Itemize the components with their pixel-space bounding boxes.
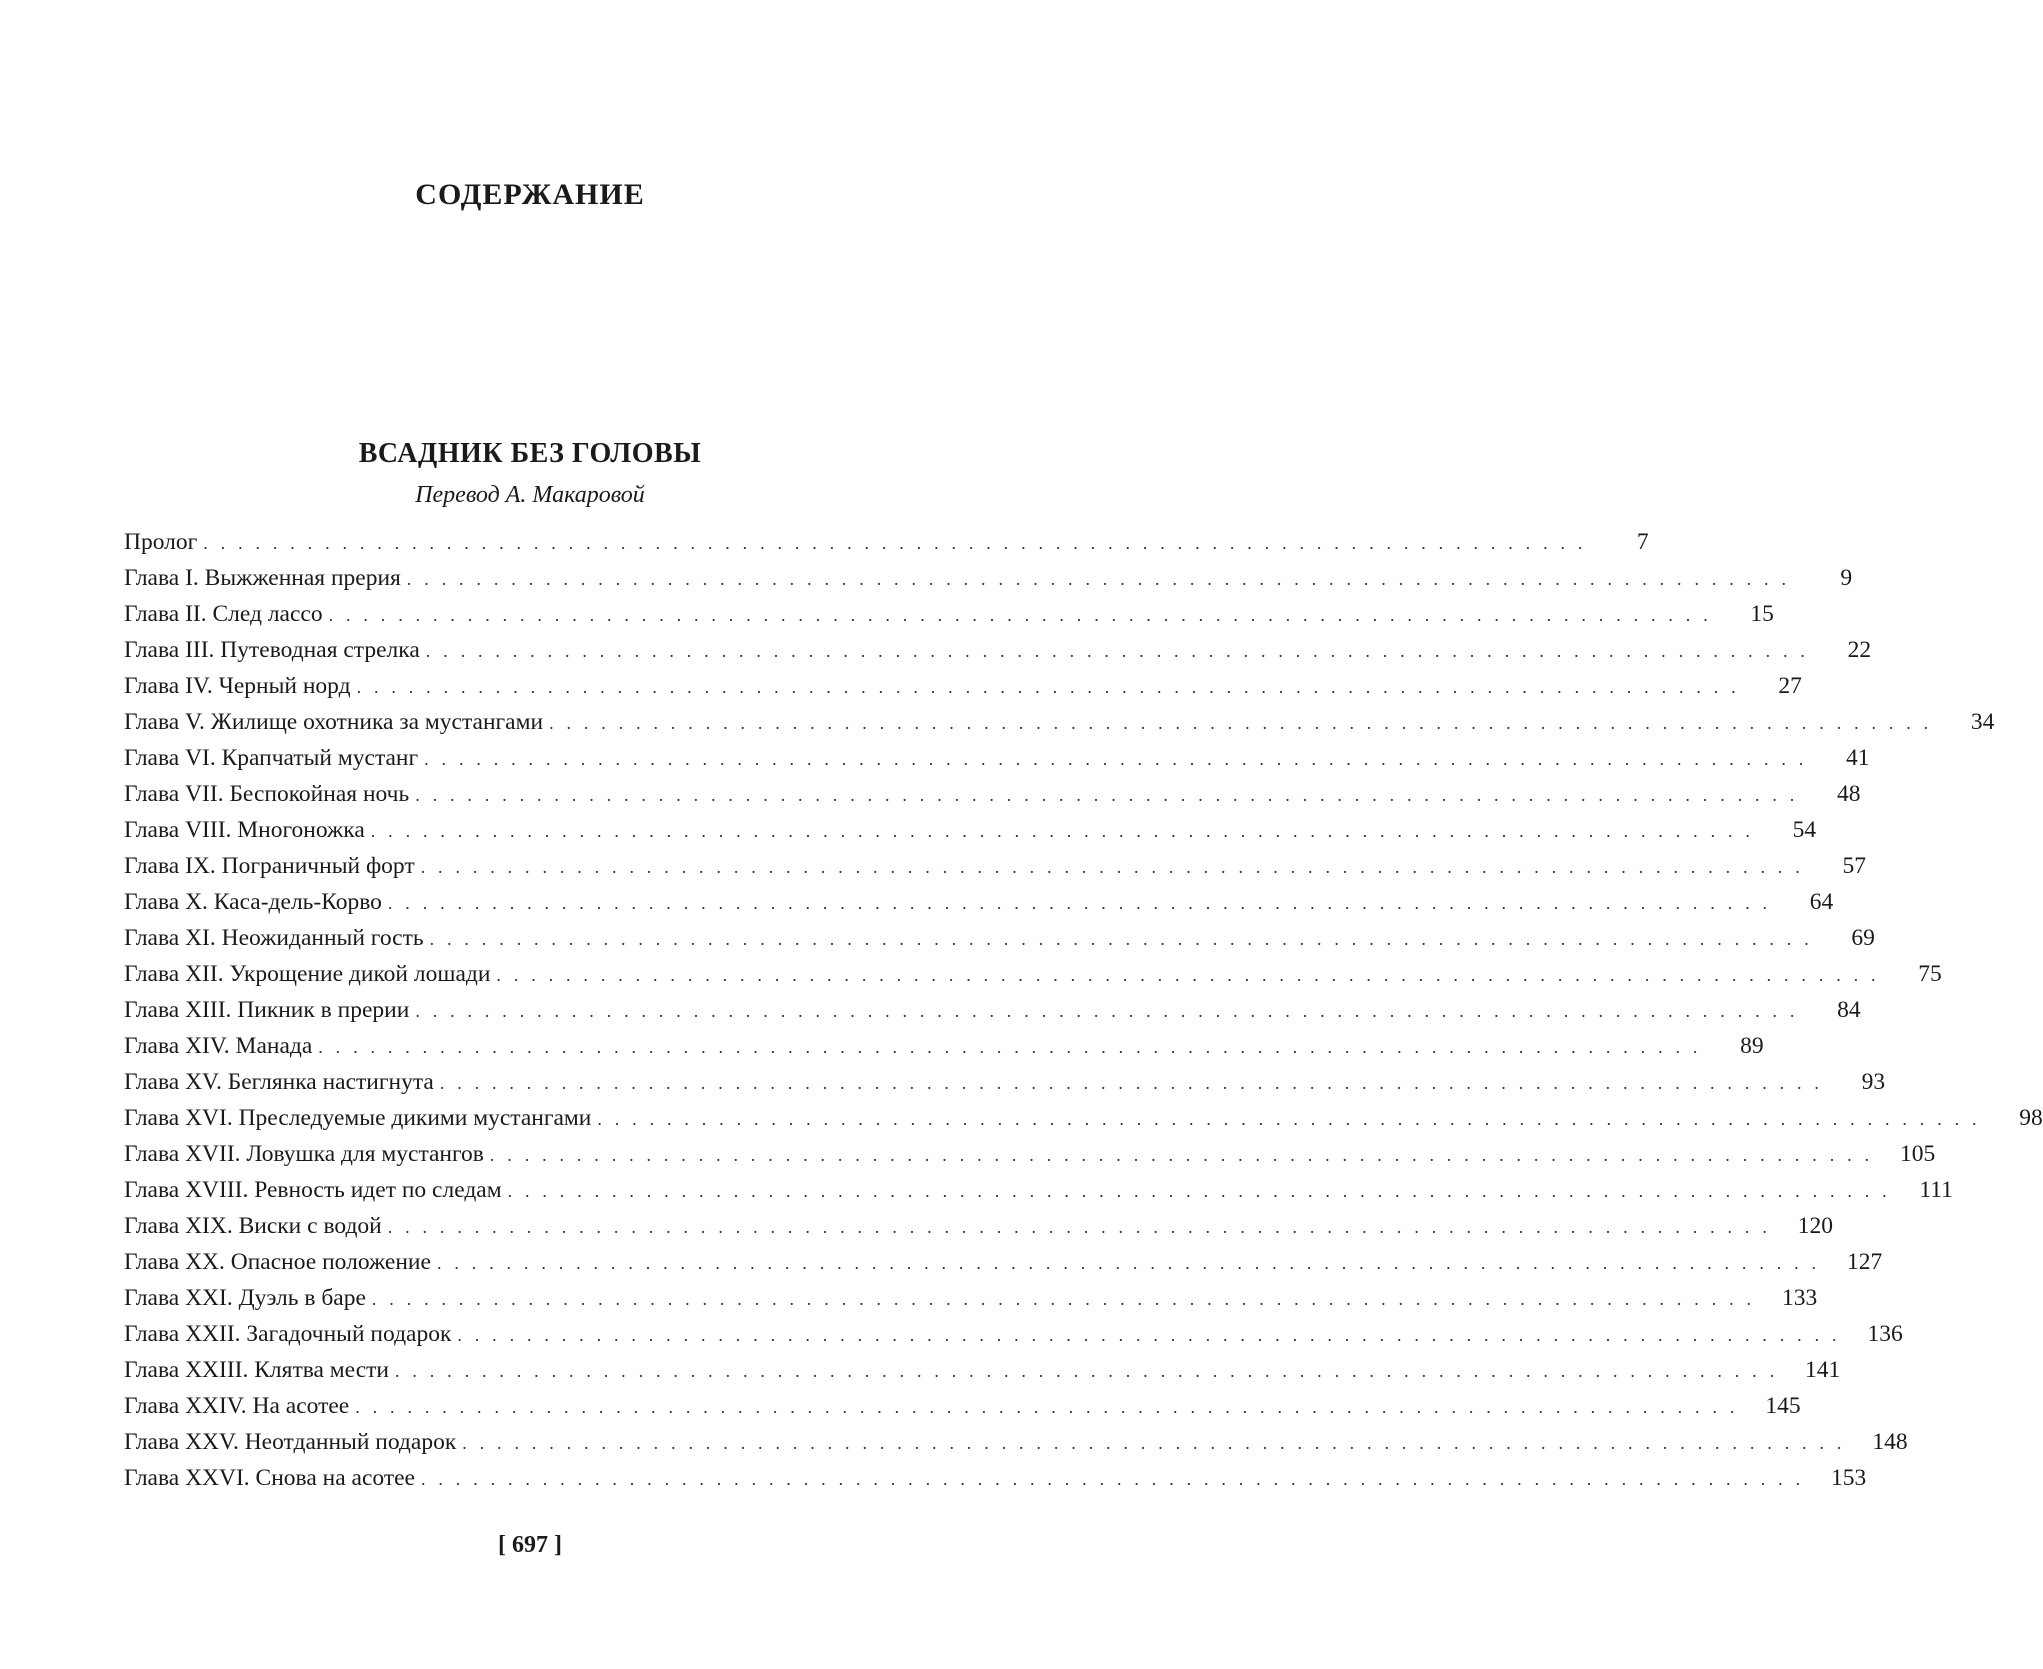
toc-entry [124, 668, 1802, 704]
toc-entry-page: 57 [1842, 853, 1866, 879]
toc-entry-title: Глава XV. Беглянка настигнута [124, 1069, 434, 1095]
toc-entry-title: Глава IX. Пограничный форт [124, 853, 415, 879]
toc-entry-title: Глава XVI. Преследуемые дикими мустангами [124, 1105, 592, 1131]
toc-entry-title: Глава XXV. Неотданный подарок [124, 1429, 457, 1455]
toc-entry-page: 15 [1750, 601, 1774, 627]
toc-entry-title: Глава XII. Укрощение дикой лошади [124, 961, 491, 987]
toc-entry-title: Глава II. След лассо [124, 601, 323, 627]
toc-entry-title: Глава XVIII. Ревность идет по следам [124, 1177, 502, 1203]
dot-leader: . . . . . . . . . . . . . . . . . . . . . . . . . . . . . . . . . . . . . . . . . . . . . . . . . . . . . . . . . . . . . . . . . . . . . . . . . . . . . . . . [462, 1433, 1846, 1453]
toc-entry [124, 704, 1995, 740]
toc-entry [124, 1280, 1818, 1316]
translator-credit: Перевод А. Макаровой [415, 482, 645, 508]
toc-entry-page: 127 [1847, 1249, 1883, 1275]
toc-entry [124, 596, 1774, 632]
dot-leader: . . . . . . . . . . . . . . . . . . . . . . . . . . . . . . . . . . . . . . . . . . . . . . . . . . . . . . . . . . . . . . . . . . . . . . . . . . . . . . . . [425, 641, 1810, 661]
dot-leader: . . . . . . . . . . . . . . . . . . . . . . . . . . . . . . . . . . . . . . . . . . . . . . . . . . . . . . . . . . . . . . . . . . . . . . . . . . . . . . . . [415, 1001, 1799, 1021]
toc-entry [124, 560, 1853, 596]
toc-entry-title: Глава IV. Черный норд [124, 673, 351, 699]
dot-leader: . . . . . . . . . . . . . . . . . . . . . . . . . . . . . . . . . . . . . . . . . . . . . . . . . . . . . . . . . . . . . . . . . . . . . . . . . . . . . . . . [436, 1253, 1821, 1273]
toc-entry [124, 920, 1875, 956]
toc-entry [124, 1172, 1953, 1208]
dot-leader: . . . . . . . . . . . . . . . . . . . . . . . . . . . . . . . . . . . . . . . . . . . . . . . . . . . . . . . . . . . . . . . . . . . . . . . . . . . . . . . . [424, 749, 1808, 769]
toc-entry-page: 75 [1918, 961, 1942, 987]
toc-entry-page: 145 [1765, 1393, 1801, 1419]
toc-entry-page: 133 [1781, 1285, 1818, 1311]
dot-leader: . . . . . . . . . . . . . . . . . . . . . . . . . . . . . . . . . . . . . . . . . . . . . . . . . . . . . . . . . . . . . . . . . . . . . . . . . . . . . . . . [371, 1289, 1756, 1309]
contents-heading: СОДЕРЖАНИЕ [415, 178, 645, 211]
toc-entry [124, 848, 1866, 884]
dot-leader: . . . . . . . . . . . . . . . . . . . . . . . . . . . . . . . . . . . . . . . . . . . . . . . . . . . . . . . . . . . . . . . . . . . . . . . . . . . . . . . . [203, 533, 1587, 553]
toc-entry [124, 1352, 1841, 1388]
page-number: [ 697 ] [498, 1532, 562, 1558]
toc-entry [124, 1136, 1936, 1172]
dot-leader: . . . . . . . . . . . . . . . . . . . . . . . . . . . . . . . . . . . . . . . . . . . . . . . . . . . . . . . . . . . . . . . . . . . . . . . . . . . . . . . . [318, 1037, 1702, 1057]
dot-leader: . . . . . . . . . . . . . . . . . . . . . . . . . . . . . . . . . . . . . . . . . . . . . . . . . . . . . . . . . . . . . . . . . . . . . . . . . . . . . . . . [507, 1181, 1891, 1201]
dot-leader: . . . . . . . . . . . . . . . . . . . . . . . . . . . . . . . . . . . . . . . . . . . . . . . . . . . . . . . . . . . . . . . . . . . . . . . . . . . . . . . . [387, 893, 1772, 913]
dot-leader: . . . . . . . . . . . . . . . . . . . . . . . . . . . . . . . . . . . . . . . . . . . . . . . . . . . . . . . . . . . . . . . . . . . . . . . . . . . . . . . . [328, 605, 1712, 625]
toc-entry [124, 1424, 1908, 1460]
work-title: ВСАДНИК БЕЗ ГОЛОВЫ [358, 438, 702, 469]
toc-entry-page: 27 [1778, 673, 1802, 699]
toc-entry-title: Глава I. Выжженная прерия [124, 565, 401, 591]
toc-entry-title: Глава XIV. Манада [124, 1033, 313, 1059]
toc-entry [124, 812, 1817, 848]
toc-entry [124, 1064, 1886, 1100]
toc-entry-title: Глава VII. Беспокойная ночь [124, 781, 410, 807]
toc-entry-page: 84 [1837, 997, 1861, 1023]
toc-entry-page: 120 [1797, 1213, 1834, 1239]
toc-entry [124, 1100, 2043, 1136]
toc-entry-title: Глава XIII. Пикник в прерии [124, 997, 410, 1023]
dot-leader: . . . . . . . . . . . . . . . . . . . . . . . . . . . . . . . . . . . . . . . . . . . . . . . . . . . . . . . . . . . . . . . . . . . . . . . . . . . . . . . . [415, 785, 1799, 805]
toc-entry-page: 89 [1740, 1033, 1764, 1059]
dot-leader: . . . . . . . . . . . . . . . . . . . . . . . . . . . . . . . . . . . . . . . . . . . . . . . . . . . . . . . . . . . . . . . . . . . . . . . . . . . . . . . . [420, 1469, 1805, 1489]
dot-leader: . . . . . . . . . . . . . . . . . . . . . . . . . . . . . . . . . . . . . . . . . . . . . . . . . . . . . . . . . . . . . . . . . . . . . . . . . . . . . . . . [406, 569, 1791, 589]
toc-entry [124, 1388, 1801, 1424]
dot-leader: . . . . . . . . . . . . . . . . . . . . . . . . . . . . . . . . . . . . . . . . . . . . . . . . . . . . . . . . . . . . . . . . . . . . . . . . . . . . . . . . [439, 1073, 1824, 1093]
toc-entry-page: 48 [1837, 781, 1861, 807]
dot-leader: . . . . . . . . . . . . . . . . . . . . . . . . . . . . . . . . . . . . . . . . . . . . . . . . . . . . . . . . . . . . . . . . . . . . . . . . . . . . . . . . [429, 929, 1813, 949]
toc-entry-page: 34 [1970, 709, 1995, 735]
toc-entry-title: Глава XIX. Виски с водой [124, 1213, 382, 1239]
toc-entry [124, 1028, 1764, 1064]
toc-entry [124, 884, 1834, 920]
dot-leader: . . . . . . . . . . . . . . . . . . . . . . . . . . . . . . . . . . . . . . . . . . . . . . . . . . . . . . . . . . . . . . . . . . . . . . . . . . . . . . . . [489, 1145, 1874, 1165]
toc-entry-title: Глава XXII. Загадочный подарок [124, 1321, 452, 1347]
toc-entry-title: Глава VI. Крапчатый мустанг [124, 745, 419, 771]
toc-entry [124, 1460, 1867, 1496]
toc-entry-page: 7 [1636, 529, 1649, 555]
toc-entry [124, 632, 1872, 668]
toc-entry-title: Глава XVII. Ловушка для мустангов [124, 1141, 484, 1167]
toc-entry-title: Глава XXIII. Клятва мести [124, 1357, 389, 1383]
toc-entry [124, 776, 1861, 812]
toc-entry-title: Глава X. Каса-дель-Корво [124, 889, 382, 915]
dot-leader: . . . . . . . . . . . . . . . . . . . . . . . . . . . . . . . . . . . . . . . . . . . . . . . . . . . . . . . . . . . . . . . . . . . . . . . . . . . . . . . . [496, 965, 1880, 985]
toc-entry-title: Глава III. Путеводная стрелка [124, 637, 420, 663]
dot-leader: . . . . . . . . . . . . . . . . . . . . . . . . . . . . . . . . . . . . . . . . . . . . . . . . . . . . . . . . . . . . . . . . . . . . . . . . . . . . . . . . [597, 1109, 1981, 1129]
dot-leader: . . . . . . . . . . . . . . . . . . . . . . . . . . . . . . . . . . . . . . . . . . . . . . . . . . . . . . . . . . . . . . . . . . . . . . . . . . . . . . . . [457, 1325, 1841, 1345]
toc-entry-title: Глава VIII. Многоножка [124, 817, 365, 843]
toc-entry-page: 98 [2019, 1105, 2043, 1131]
dot-leader: . . . . . . . . . . . . . . . . . . . . . . . . . . . . . . . . . . . . . . . . . . . . . . . . . . . . . . . . . . . . . . . . . . . . . . . . . . . . . . . . [394, 1361, 1779, 1381]
toc-entry [124, 1244, 1883, 1280]
toc-entry-title: Глава XXIV. На асотее [124, 1393, 350, 1419]
toc-entry-title: Глава V. Жилище охотника за мустангами [124, 709, 544, 735]
dot-leader: . . . . . . . . . . . . . . . . . . . . . . . . . . . . . . . . . . . . . . . . . . . . . . . . . . . . . . . . . . . . . . . . . . . . . . . . . . . . . . . . [355, 1397, 1739, 1417]
toc-entry-title: Глава XI. Неожиданный гость [124, 925, 424, 951]
toc-entry-page: 64 [1809, 889, 1834, 915]
toc-entry-page: 54 [1792, 817, 1817, 843]
table-of-contents [124, 524, 2043, 1496]
toc-entry-page: 9 [1840, 565, 1853, 591]
toc-entry [124, 524, 1649, 560]
toc-entry-page: 141 [1805, 1357, 1841, 1383]
dot-leader: . . . . . . . . . . . . . . . . . . . . . . . . . . . . . . . . . . . . . . . . . . . . . . . . . . . . . . . . . . . . . . . . . . . . . . . . . . . . . . . . [420, 857, 1804, 877]
toc-entry-title: Глава XXI. Дуэль в баре [124, 1285, 366, 1311]
toc-entry-title: Пролог [124, 529, 198, 555]
toc-entry-page: 105 [1899, 1141, 1936, 1167]
toc-entry-page: 136 [1867, 1321, 1903, 1347]
toc-entry-page: 69 [1851, 925, 1875, 951]
dot-leader: . . . . . . . . . . . . . . . . . . . . . . . . . . . . . . . . . . . . . . . . . . . . . . . . . . . . . . . . . . . . . . . . . . . . . . . . . . . . . . . . [356, 677, 1740, 697]
dot-leader: . . . . . . . . . . . . . . . . . . . . . . . . . . . . . . . . . . . . . . . . . . . . . . . . . . . . . . . . . . . . . . . . . . . . . . . . . . . . . . . . [387, 1217, 1772, 1237]
toc-entry-title: Глава XXVI. Снова на асотее [124, 1465, 415, 1491]
toc-entry [124, 956, 1942, 992]
toc-entry [124, 992, 1861, 1028]
toc-entry-page: 111 [1919, 1177, 1953, 1203]
dot-leader: . . . . . . . . . . . . . . . . . . . . . . . . . . . . . . . . . . . . . . . . . . . . . . . . . . . . . . . . . . . . . . . . . . . . . . . . . . . . . . . . [370, 821, 1755, 841]
toc-entry-page: 22 [1847, 637, 1872, 663]
toc-entry-page: 41 [1845, 745, 1870, 771]
toc-entry-title: Глава XX. Опасное положение [124, 1249, 431, 1275]
toc-entry [124, 740, 1870, 776]
toc-entry-page: 148 [1872, 1429, 1908, 1455]
dot-leader: . . . . . . . . . . . . . . . . . . . . . . . . . . . . . . . . . . . . . . . . . . . . . . . . . . . . . . . . . . . . . . . . . . . . . . . . . . . . . . . . [549, 713, 1933, 733]
toc-entry-page: 153 [1831, 1465, 1867, 1491]
toc-entry-page: 93 [1861, 1069, 1886, 1095]
toc-entry [124, 1316, 1903, 1352]
toc-entry [124, 1208, 1834, 1244]
